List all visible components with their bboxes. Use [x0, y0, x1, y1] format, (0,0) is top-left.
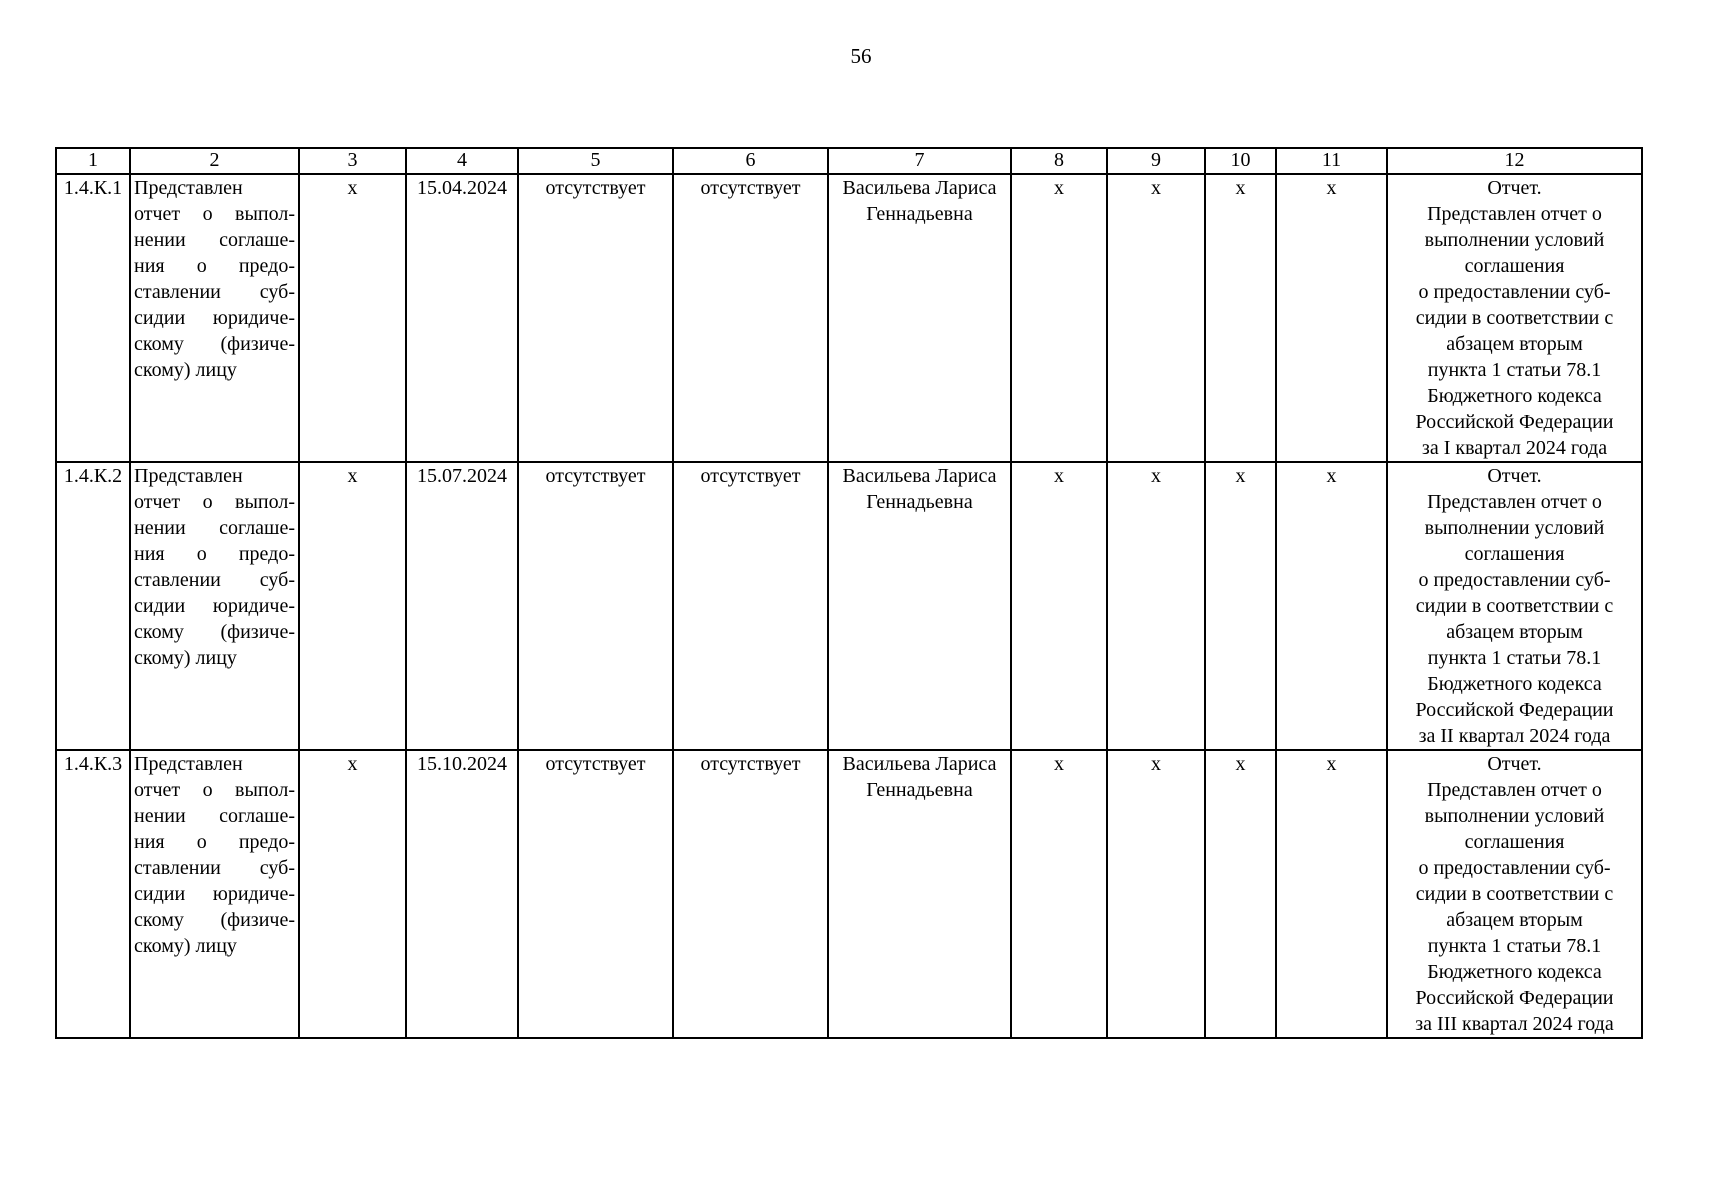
person-line: Васильева Лариса	[842, 465, 997, 487]
description-line: ния о предо-	[134, 831, 295, 853]
description-line: скому (физиче-	[134, 333, 295, 355]
row-id: 1.4.К.3	[56, 750, 130, 1038]
col-10-cell: х	[1205, 750, 1276, 1038]
date-cell: 15.07.2024	[406, 462, 518, 750]
table-header	[56, 148, 1642, 174]
header-col-11: 11	[1276, 148, 1387, 174]
report-table	[55, 147, 1643, 1039]
col-10-cell: х	[1205, 174, 1276, 462]
header-col-4: 4	[406, 148, 518, 174]
description-line: нении соглаше-	[134, 229, 295, 251]
description-line: Представлен	[134, 465, 243, 487]
col-8-cell: х	[1011, 750, 1107, 1038]
description-line: скому) лицу	[134, 935, 237, 957]
page-number: 56	[850, 44, 872, 68]
report-line: Представлен отчет о	[1427, 491, 1602, 513]
report-line: Бюджетного кодекса	[1427, 385, 1602, 407]
responsible-person	[828, 750, 1011, 1038]
header-col-3: 3	[299, 148, 406, 174]
col-6-cell: отсутствует	[673, 462, 828, 750]
col-9-cell: х	[1107, 174, 1205, 462]
header-col-5: 5	[518, 148, 673, 174]
header-col-2: 2	[130, 148, 299, 174]
description-line: ния о предо-	[134, 543, 295, 565]
description-line: Представлен	[134, 177, 243, 199]
header-col-1: 1	[56, 148, 130, 174]
col-9-cell: х	[1107, 462, 1205, 750]
report-line: пункта 1 статьи 78.1	[1427, 935, 1602, 957]
description-line: отчет о выпол-	[134, 203, 295, 225]
responsible-person	[828, 174, 1011, 462]
report-line: Бюджетного кодекса	[1427, 961, 1602, 983]
report-line: абзацем вторым	[1446, 621, 1583, 643]
description-line: отчет о выпол-	[134, 491, 295, 513]
person-line: Васильева Лариса	[842, 177, 997, 199]
report-line: Российской Федерации	[1415, 987, 1614, 1009]
date-cell: 15.10.2024	[406, 750, 518, 1038]
row-description	[130, 174, 299, 462]
col-10-cell: х	[1205, 462, 1276, 750]
col-5-cell: отсутствует	[518, 174, 673, 462]
responsible-person	[828, 462, 1011, 750]
col-5-cell: отсутствует	[518, 462, 673, 750]
report-line: Представлен отчет о	[1427, 203, 1602, 225]
description-line: нении соглаше-	[134, 517, 295, 539]
col-11-cell: х	[1276, 174, 1387, 462]
col-3-cell: х	[299, 462, 406, 750]
header-col-9: 9	[1107, 148, 1205, 174]
header-col-7: 7	[828, 148, 1011, 174]
report-line: пункта 1 статьи 78.1	[1427, 359, 1602, 381]
report-line: о предоставлении суб-	[1418, 569, 1611, 591]
description-line: сидии юридиче-	[134, 307, 295, 329]
report-line: абзацем вторым	[1446, 333, 1583, 355]
report-line: сидии в соответствии с	[1415, 595, 1614, 617]
table-body	[56, 174, 1642, 1038]
description-line: ния о предо-	[134, 255, 295, 277]
col-8-cell: х	[1011, 174, 1107, 462]
report-line: Бюджетного кодекса	[1427, 673, 1602, 695]
row-description	[130, 462, 299, 750]
row-description	[130, 750, 299, 1038]
header-col-12: 12	[1387, 148, 1642, 174]
table-row	[56, 462, 1642, 750]
report-line: соглашения	[1464, 255, 1565, 277]
report-line: Российской Федерации	[1415, 411, 1614, 433]
report-description	[1387, 462, 1642, 750]
report-description	[1387, 174, 1642, 462]
description-line: нении соглаше-	[134, 805, 295, 827]
report-line: за II квартал 2024 года	[1418, 725, 1611, 747]
description-line: скому (физиче-	[134, 909, 295, 931]
report-line: выполнении условий	[1424, 229, 1605, 251]
description-line: ставлении суб-	[134, 281, 295, 303]
person-line: Геннадьевна	[866, 203, 973, 225]
description-line: скому (физиче-	[134, 621, 295, 643]
report-line: Российской Федерации	[1415, 699, 1614, 721]
header-col-6: 6	[673, 148, 828, 174]
report-line: сидии в соответствии с	[1415, 307, 1614, 329]
report-line: выполнении условий	[1424, 805, 1605, 827]
report-line: сидии в соответствии с	[1415, 883, 1614, 905]
header-row	[56, 148, 1642, 174]
col-11-cell: х	[1276, 462, 1387, 750]
person-line: Геннадьевна	[866, 491, 973, 513]
report-line: Отчет.	[1487, 177, 1542, 199]
col-9-cell: х	[1107, 750, 1205, 1038]
col-6-cell: отсутствует	[673, 174, 828, 462]
report-line: Отчет.	[1487, 465, 1542, 487]
col-11-cell: х	[1276, 750, 1387, 1038]
report-line: абзацем вторым	[1446, 909, 1583, 931]
person-line: Геннадьевна	[866, 779, 973, 801]
description-line: скому) лицу	[134, 647, 237, 669]
row-id: 1.4.К.1	[56, 174, 130, 462]
description-line: ставлении суб-	[134, 569, 295, 591]
col-3-cell: х	[299, 750, 406, 1038]
col-3-cell: х	[299, 174, 406, 462]
description-line: отчет о выпол-	[134, 779, 295, 801]
col-6-cell: отсутствует	[673, 750, 828, 1038]
report-line: соглашения	[1464, 831, 1565, 853]
date-cell: 15.04.2024	[406, 174, 518, 462]
col-8-cell: х	[1011, 462, 1107, 750]
report-line: соглашения	[1464, 543, 1565, 565]
description-line: сидии юридиче-	[134, 883, 295, 905]
report-description	[1387, 750, 1642, 1038]
report-line: Отчет.	[1487, 753, 1542, 775]
header-col-10: 10	[1205, 148, 1276, 174]
report-line: за III квартал 2024 года	[1415, 1013, 1614, 1035]
report-line: пункта 1 статьи 78.1	[1427, 647, 1602, 669]
table-row	[56, 174, 1642, 462]
row-id: 1.4.К.2	[56, 462, 130, 750]
report-line: за I квартал 2024 года	[1421, 437, 1608, 459]
description-line: скому) лицу	[134, 359, 237, 381]
description-line: сидии юридиче-	[134, 595, 295, 617]
person-line: Васильева Лариса	[842, 753, 997, 775]
table-row	[56, 750, 1642, 1038]
description-line: Представлен	[134, 753, 243, 775]
description-line: ставлении суб-	[134, 857, 295, 879]
report-line: о предоставлении суб-	[1418, 857, 1611, 879]
report-line: выполнении условий	[1424, 517, 1605, 539]
report-line: о предоставлении суб-	[1418, 281, 1611, 303]
header-col-8: 8	[1011, 148, 1107, 174]
report-line: Представлен отчет о	[1427, 779, 1602, 801]
col-5-cell: отсутствует	[518, 750, 673, 1038]
